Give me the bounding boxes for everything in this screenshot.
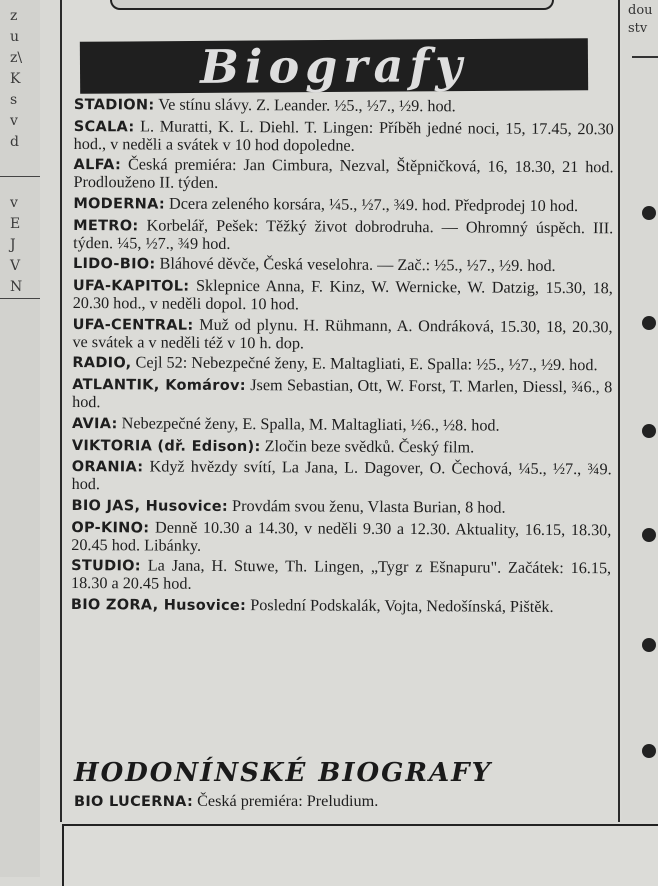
cinema-program: Poslední Podskalák, Vojta, Nedošínská, Pištěk. [246, 595, 554, 616]
cinema-name: METRO: [73, 217, 139, 235]
cinema-name: UFA-CENTRAL: [72, 316, 194, 334]
header-banner [80, 38, 588, 94]
fragment: u [10, 29, 20, 45]
cinema-name: MODERNA: [73, 195, 166, 213]
cinema-program: Česká premiéra: Preludium. [193, 792, 379, 810]
bullet-mark [642, 316, 656, 330]
fragment: s [10, 92, 18, 108]
cinema-program: Česká premiéra: Jan Cimbura, Nezval, Štěpničková, 16, 18.30, 21 hod. Prodlouženo II. týden. [73, 155, 614, 193]
cinema-program: Bláhové děvče, Česká veselohra. — Zač.: ½5., ½7., ½9. hod. [155, 254, 556, 276]
cinema-program: Když hvězdy svítí, La Jana, L. Dagover, O. Čechová, ¼5., ½7., ¾9. hod. [71, 457, 612, 494]
list-item [71, 497, 611, 518]
bullet-mark [642, 424, 656, 438]
column-rule [0, 176, 40, 177]
fragment: v [10, 113, 18, 129]
column-rule [0, 298, 40, 299]
section-heading: HODONÍNSKÉ BIOGRAFY [74, 758, 493, 788]
cinema-program: Zločin beze svědků. Český film. [260, 436, 475, 456]
cinema-program: Sklepnice Anna, F. Kinz, W. Wernicke, W. Datzig, 15.30, 18, 20.30 hod., v neděli dopol. 10 hod. [72, 276, 613, 314]
list-item [72, 458, 612, 496]
list-item [73, 195, 613, 216]
column-rule [632, 56, 658, 58]
fragment: z\ [10, 50, 23, 66]
list-item [72, 437, 612, 458]
fragment: N [10, 279, 23, 295]
cinema-program: Muž od plynu. H. Rühmann, A. Ondráková, 15.30, 18, 20.30, ve svátek a v neděli též v 10 h. dop. [72, 315, 613, 352]
cinema-program: Provdám svou ženu, Vlasta Burian, 8 hod. [227, 496, 506, 517]
page-title: Biografy [199, 38, 469, 94]
cinema-program: Korbelář, Pešek: Těžký život dobrodruha. — Ohromný úspěch. III. týden. ¼5, ½7., ¾9 hod. [73, 216, 614, 253]
list-item [72, 376, 612, 414]
list-item [72, 415, 612, 436]
cinema-name: ATLANTIK, Komárov: [72, 377, 246, 395]
list-item [71, 557, 611, 595]
list-item [72, 354, 612, 375]
cinema-name: LIDO-BIO: [72, 256, 156, 273]
list-item [73, 255, 613, 276]
bullet-mark [642, 638, 656, 652]
cinema-program: L. Muratti, K. L. Diehl. T. Lingen: Příběh jedné noci, 15, 17.45, 20.30 hod., v neděli a svátek v 10 hod dopoledne. [73, 117, 614, 155]
cinema-program: Nebezpečné ženy, E. Spalla, M. Maltagliati, ½6., ½8. hod. [117, 414, 500, 435]
cinema-name: VIKTORIA (dř. Edison): [71, 437, 261, 455]
bullet-mark [642, 744, 656, 758]
cinema-listings [71, 96, 614, 621]
right-column-fragments [628, 2, 653, 38]
list-item [71, 596, 611, 617]
fragment: stv [628, 21, 648, 36]
bullet-mark [642, 206, 656, 220]
cinema-name: ALFA: [73, 157, 122, 174]
cinema-name: BIO ZORA, Husovice: [70, 596, 247, 614]
column-right-border [618, 0, 620, 822]
cinema-name: RADIO, [72, 355, 132, 372]
cinema-program: Dcera zeleného korsára, ¼5., ½7., ¾9. hod. Předprodej 10 hod. [164, 194, 579, 216]
cinema-name: AVIA: [71, 415, 118, 433]
list-item [73, 217, 613, 255]
bullet-mark [642, 528, 656, 542]
cinema-name: SCALA: [73, 118, 135, 136]
cinema-name: STUDIO: [71, 558, 141, 575]
cinema-name: BIO JAS, Husovice: [71, 497, 229, 515]
list-item [71, 519, 611, 557]
cinema-program: Denně 10.30 a 14.30, v neděli 9.30 a 12.30. Aktuality, 16.15, 18.30, 20.45 hod. Libánky. [71, 518, 612, 555]
fragment: J [10, 237, 16, 253]
list-item [73, 277, 613, 315]
cinema-program: Ve stínu slávy. Z. Leander. ½5., ½7., ½9. hod. [154, 95, 456, 116]
cinema-program: La Jana, H. Stuwe, Th. Lingen, „Tygr z Ešnapuru". Začátek: 16.15, 18.30 a 20.45 hod. [70, 556, 612, 593]
previous-article-frame [110, 0, 554, 10]
column-left-border [60, 0, 62, 822]
fragment: K [10, 71, 21, 87]
cinema-program: Cejl 52: Nebezpečné ženy, E. Maltagliati, E. Spalla: ½5., ½7., ½9. hod. [131, 353, 598, 375]
cinema-name: STADION: [73, 96, 155, 114]
list-item [73, 156, 613, 194]
cinema-program: Jsem Sebastian, Ott, W. Forst, T. Marlen, Diessl, ¾6., 8 hod. [72, 376, 613, 412]
fragment: z [10, 8, 18, 24]
list-item [74, 792, 614, 811]
cinema-name: OP-KINO: [71, 519, 150, 537]
list-item [74, 96, 614, 117]
fragment: dou [628, 3, 653, 18]
cinema-name: UFA-KAPITOL: [72, 278, 190, 295]
fragment: V [10, 258, 21, 274]
right-page-margin [622, 0, 658, 820]
cinema-name: BIO LUCERNA: [74, 794, 194, 810]
list-item [72, 316, 612, 354]
fragment: E [10, 216, 21, 232]
fragment: v [10, 195, 18, 211]
left-column-fragments [10, 6, 34, 298]
cinema-name: ORANIA: [71, 459, 144, 476]
fragment: d [10, 134, 19, 150]
list-item [74, 118, 614, 156]
